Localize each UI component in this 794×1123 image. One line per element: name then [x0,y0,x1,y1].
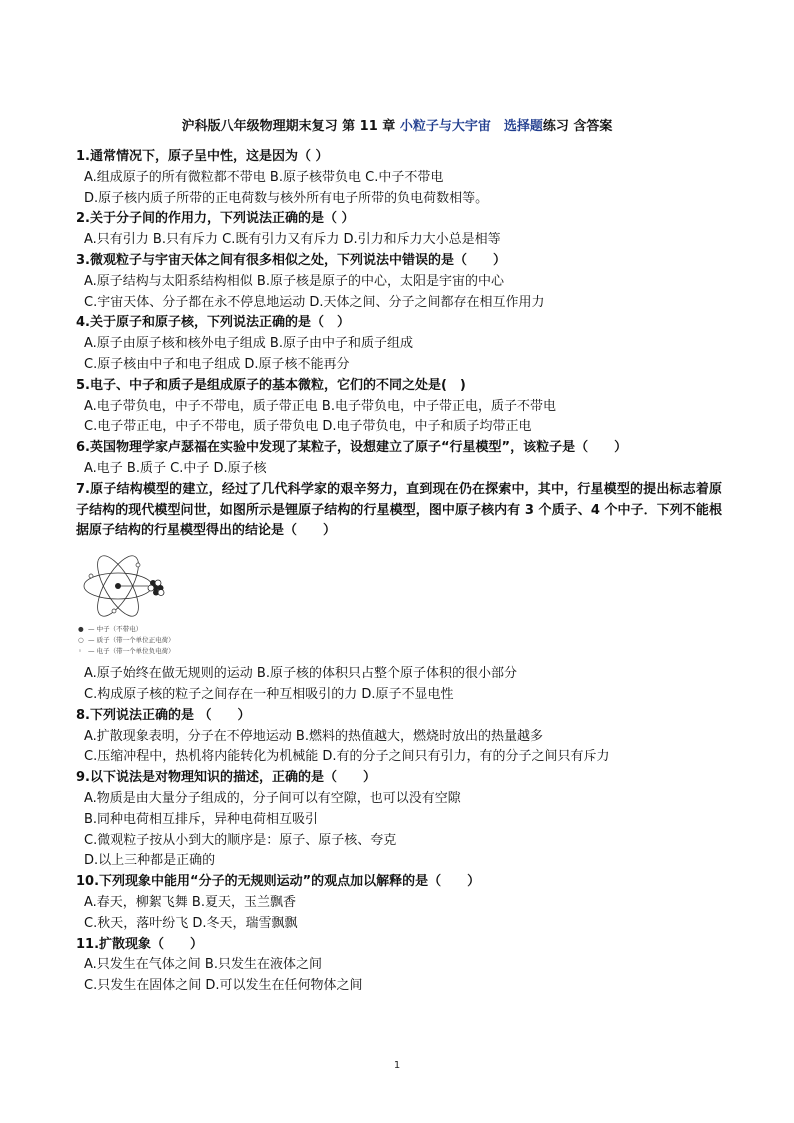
legend-item-neutron: ● — 中子（不带电） [78,625,143,634]
question-option-line: C.秋天，落叶纷飞 D.冬天，瑞雪飘飘 [84,915,298,931]
question-option-line: C.构成原子核的粒子之间存在一种互相吸引的力 D.原子不显电性 [84,686,454,702]
question-option-line: C.电子带正电，中子不带电，质子带负电 D.电子带负电，中子和质子均带正电 [84,419,532,435]
question-option-line: A.只发生在气体之间 B.只发生在液体之间 [84,957,322,973]
question-option-line: C.压缩冲程中，热机将内能转化为机械能 D.有的分子之间只有引力，有的分子之间只有斥力 [84,749,610,765]
question-9 [76,768,722,872]
atom-model-icon [78,554,168,624]
title-prefix: 沪科版八年级物理期末复习 第 11 章 [181,119,400,134]
question-option-line: A.电子 B.质子 C.中子 D.原子核 [84,460,267,476]
question-3 [76,251,722,313]
question-10 [76,872,722,934]
question-option-line: A.组成原子的所有微粒都不带电 B.原子核带负电 C.中子不带电 [84,169,444,185]
question-5 [76,376,722,438]
question-option-line: C.只发生在固体之间 D.可以发生在任何物体之间 [84,978,363,994]
title-accent: 小粒子与大宇宙 选择题 [399,119,543,134]
question-option-line: A.物质是由大量分子组成的，分子间可以有空隙，也可以没有空隙 [84,790,461,806]
proton-icon: ○ [78,636,84,645]
question-4 [76,313,722,375]
document-title [0,118,794,136]
question-option-line: B.同种电荷相互排斥，异种电荷相互吸引 [84,811,319,827]
question-option-line: C.原子核由中子和电子组成 D.原子核不能再分 [84,356,350,372]
question-stem: 4.关于原子和原子核，下列说法正确的是（ ） [76,315,350,331]
question-option-line: C.微观粒子按从小到大的顺序是：原子、原子核、夸克 [84,832,397,848]
question-stem: 8.下列说法正确的是 （ ） [76,707,251,723]
question-option-line: A.原子结构与太阳系结构相似 B.原子核是原子的中心，太阳是宇宙的中心 [84,273,504,289]
question-2 [76,209,722,251]
question-stem: 7.原子结构模型的建立，经过了几代科学家的艰辛努力，直到现在仍在探索中，其中，行星模型的提出标志着原子结构的现代模型问世，如图所示是锂原子结构的行星模型，图中原子核内有 3 个质子、4 个中子．下列不能根据原子结构的行星模型得出的结论是（ ） [76,481,722,539]
question-option-line: D.原子核内质子所带的正电荷数与核外所有电子所带的负电荷数相等。 [84,190,489,206]
question-stem: 6.英国物理学家卢瑟福在实验中发现了某粒子，设想建立了原子“行星模型”，该粒子是（ ） [76,440,628,456]
question-7 [76,480,722,706]
question-stem: 5.电子、中子和质子是组成原子的基本微粒，它们的不同之处是( ) [76,377,466,393]
question-option-line: A.原子始终在做无规则的运动 B.原子核的体积只占整个原子体积的很小部分 [84,666,517,682]
question-option-line: A.春天，柳絮飞舞 B.夏天，玉兰飘香 [84,894,296,910]
question-option-line: A.扩散现象表明，分子在不停地运动 B.燃料的热值越大，燃烧时放出的热量越多 [84,728,543,744]
question-stem: 2.关于分子间的作用力，下列说法正确的是（ ） [76,211,355,227]
question-8 [76,706,722,768]
legend-item-electron: ◦ — 电子（带一个单位负电荷） [78,647,175,656]
question-option-line: D.以上三种都是正确的 [84,853,216,869]
title-suffix: 练习 含答案 [542,119,613,134]
question-option-line: A.电子带负电，中子不带电，质子带正电 B.电子带负电，中子带正电，质子不带电 [84,398,556,414]
question-1 [76,147,722,209]
question-stem: 9.以下说法是对物理知识的描述，正确的是（ ） [76,770,376,786]
question-stem: 10.下列现象中能用“分子的无规则运动”的观点加以解释的是（ ） [76,874,481,890]
page-number: 1 [393,1060,401,1071]
electron-icon: ◦ [78,647,82,656]
lithium-atom-diagram [76,546,722,664]
question-6 [76,438,722,480]
question-list [76,147,722,997]
question-option-line: A.只有引力 B.只有斥力 C.既有引力又有斥力 D.引力和斥力大小总是相等 [84,232,501,248]
question-option-line: A.原子由原子核和核外电子组成 B.原子由中子和质子组成 [84,336,413,352]
question-stem: 11.扩散现象（ ） [76,936,204,952]
question-option-line: C.宇宙天体、分子都在永不停息地运动 D.天体之间、分子之间都存在相互作用力 [84,294,545,310]
diagram-legend [78,624,175,657]
question-stem: 1.通常情况下，原子呈中性，这是因为（ ） [76,149,329,164]
question-stem: 3.微观粒子与宇宙天体之间有很多相似之处，下列说法中错误的是（ ） [76,252,506,268]
question-11 [76,935,722,997]
neutron-icon: ● [78,625,84,634]
legend-item-proton: ○ — 质子（带一个单位正电荷） [78,636,175,645]
